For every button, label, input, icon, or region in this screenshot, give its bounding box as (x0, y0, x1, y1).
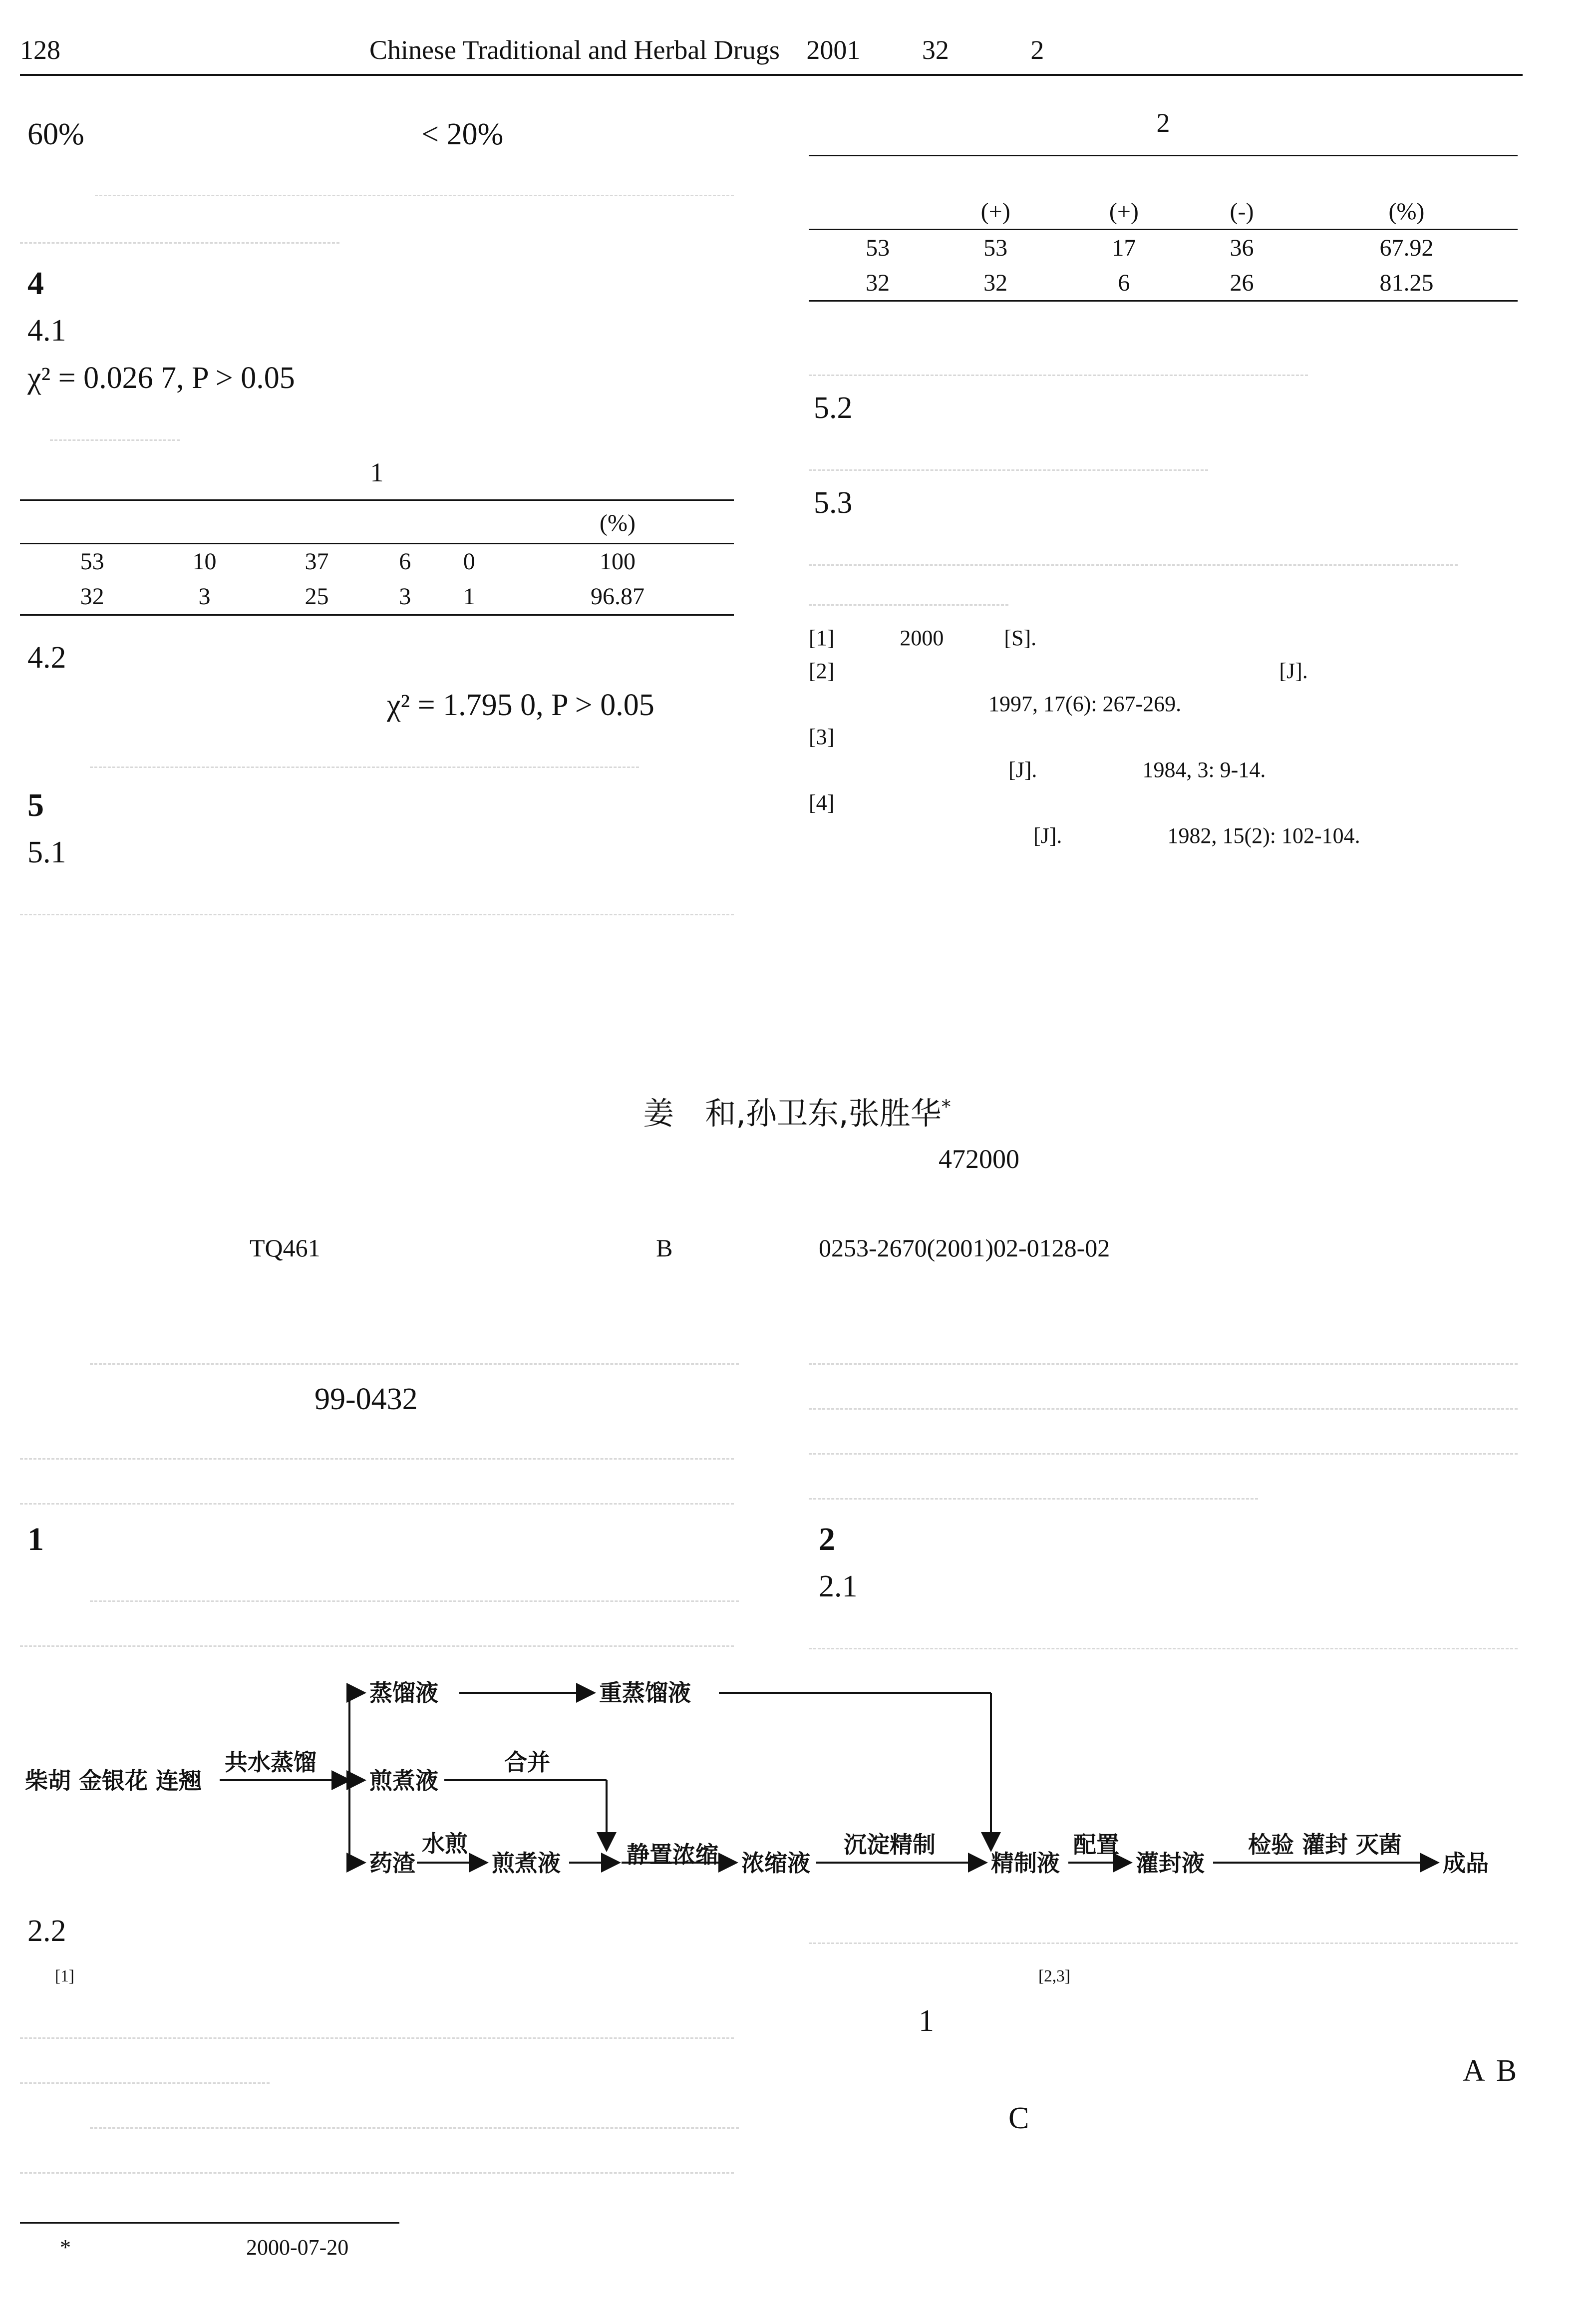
flow-inspect-seal-sterilize: 检验 灌封 灭菌 (1248, 1831, 1402, 1858)
body-text-line (90, 1333, 739, 1365)
flow-step-codistill: 共水蒸馏 (225, 1749, 317, 1776)
body-text-line (90, 2097, 739, 2129)
table-1-top-rule (20, 499, 734, 501)
article-meta (250, 1233, 1110, 1262)
flow-raw-materials: 柴胡 金银花 连翘 (25, 1767, 202, 1794)
section-4-heading: 4 (27, 265, 44, 302)
subsection-5-2: 5.2 (814, 391, 853, 425)
flow-filling-liquid: 灌封液 (1136, 1850, 1205, 1877)
subsection-2-2: 2.2 (27, 1914, 66, 1948)
affiliation-postcode: 472000 (939, 1144, 1019, 1174)
pathway-labels: A B (1463, 2054, 1517, 2088)
table-row: (+) (+) (-) (%) (980, 198, 1425, 225)
left-text-line (20, 212, 339, 244)
section-5-heading: 5 (27, 787, 44, 823)
document-code: B (656, 1234, 673, 1262)
table-row: 53 10 37 6 0 100 (20, 543, 734, 579)
body-text-line (809, 1423, 1518, 1455)
journal-year: 2001 (806, 35, 861, 65)
body-text-line (20, 1473, 734, 1505)
body-text-line (20, 1615, 734, 1647)
body-text-line (809, 1333, 1518, 1365)
page-number-value: 128 (20, 35, 60, 65)
reference-item: [2] [J]. (809, 659, 1308, 683)
article-authors: 姜 和,孙卫东,张胜华* (643, 1095, 951, 1132)
body-text-line (90, 1570, 739, 1602)
right-text-line (809, 574, 1008, 606)
article-id: 0253-2670(2001)02-0128-02 (819, 1234, 1110, 1262)
subsection-4-2: 4.2 (27, 641, 66, 675)
table-row: (%) (600, 509, 636, 536)
left-text-line (20, 884, 734, 915)
table-reference: 1 (919, 2004, 934, 2038)
citation-ref-2-3: [2,3] (1038, 1967, 1070, 1985)
right-text-line (809, 439, 1208, 471)
flow-merge: 合并 (504, 1749, 550, 1776)
table-2 (809, 159, 1518, 302)
reference-item: [4] (809, 790, 835, 815)
flow-refined-liquid: 精制液 (991, 1850, 1060, 1877)
left-text-line (50, 409, 180, 441)
flow-product: 成品 (1443, 1850, 1489, 1877)
flow-water-decoct: 水煎 (422, 1830, 468, 1857)
flow-prepare: 配置 (1073, 1831, 1119, 1858)
footnote: * 2000-07-20 (60, 2235, 349, 2260)
stat-line-1: χ² = 0.026 7, P > 0.05 (27, 361, 295, 395)
table-row (809, 159, 1518, 194)
subsection-4-1: 4.1 (27, 314, 66, 348)
left-text-line (95, 165, 734, 196)
body-text-line (809, 1378, 1518, 1410)
flow-static-concentrate: 静置浓缩 (627, 1841, 718, 1868)
pathway-label-c: C (1008, 2101, 1029, 2135)
clc-number: TQ461 (250, 1234, 320, 1262)
body-text-line (20, 2052, 270, 2084)
reference-item: [J]. 1982, 15(2): 102-104. (1033, 823, 1360, 848)
table-row: 32 3 25 3 1 96.87 (20, 579, 734, 615)
body-text-line (809, 1913, 1518, 1944)
header-rule (20, 74, 1523, 76)
body-text-line (20, 2007, 734, 2039)
reference-item: [J]. 1984, 3: 9-14. (1008, 758, 1266, 782)
right-text-line (809, 345, 1308, 376)
left-text-line (90, 737, 639, 768)
footnote-rule (20, 2222, 399, 2224)
flow-decoction-liquid: 煎煮液 (369, 1767, 438, 1794)
table-1-caption: 1 (370, 457, 384, 487)
stat-line-2: χ² = 1.795 0, P > 0.05 (387, 688, 654, 722)
journal-issue: 2 (1030, 35, 1044, 65)
reference-item: 1997, 17(6): 267-269. (988, 692, 1182, 716)
subsection-2-1: 2.1 (819, 1569, 858, 1603)
page-number (20, 30, 60, 70)
process-flowchart (0, 1678, 1594, 1893)
table-1 (20, 503, 734, 616)
table-2-top-rule (809, 155, 1518, 156)
right-text-line (809, 534, 1458, 566)
left-line-1: 60% < 20% (27, 117, 504, 151)
body-text-line (809, 1618, 1518, 1649)
running-header (369, 30, 1044, 70)
flow-precipitate-refine: 沉淀精制 (844, 1831, 936, 1858)
journal-name: Chinese Traditional and Herbal Drugs (369, 35, 780, 65)
table-row: 53 53 17 36 67.92 (809, 230, 1518, 266)
body-text-line (20, 2142, 734, 2174)
grant-number: 99-0432 (315, 1382, 418, 1416)
flow-redistillate: 重蒸馏液 (599, 1679, 691, 1706)
subsection-5-1: 5.1 (27, 835, 66, 869)
flow-concentrate: 浓缩液 (741, 1850, 810, 1877)
table-2-caption: 2 (1156, 108, 1170, 138)
section-1-heading: 1 (27, 1521, 44, 1557)
reference-item: [1] 2000 [S]. (809, 626, 1037, 650)
section-2-heading: 2 (819, 1521, 835, 1557)
reference-list (809, 622, 1360, 852)
body-text-line (809, 1468, 1258, 1500)
flow-distillate: 蒸馏液 (369, 1679, 438, 1706)
flow-dregs: 药渣 (369, 1850, 415, 1877)
journal-volume: 32 (922, 35, 949, 65)
citation-ref-1: [1] (55, 1967, 74, 1985)
table-row: 32 32 6 26 81.25 (809, 265, 1518, 301)
reference-item: [3] (809, 725, 835, 749)
subsection-5-3: 5.3 (814, 486, 853, 520)
body-text-line (20, 1428, 734, 1460)
received-date: 2000-07-20 (246, 2235, 349, 2260)
flow-decoction-liquid-2: 煎煮液 (492, 1850, 561, 1877)
